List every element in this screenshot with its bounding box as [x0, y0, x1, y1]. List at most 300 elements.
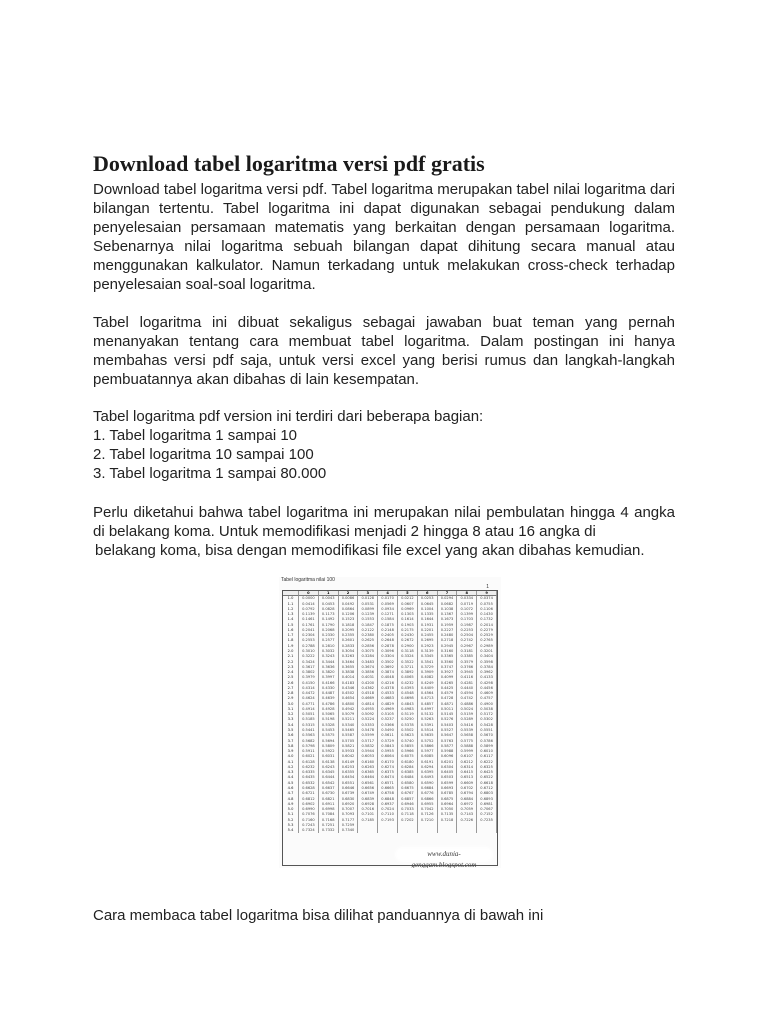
- table-cell: [457, 828, 477, 833]
- table-row-header: 3.6: [283, 733, 299, 738]
- table-cell: 0.3802: [299, 670, 319, 675]
- table-cell: 0.6665: [378, 786, 398, 791]
- table-cell: 0.3927: [438, 670, 458, 675]
- table-row-header: 1.1: [283, 602, 299, 607]
- table-cell: 0.1173: [319, 612, 339, 617]
- table-header-cell: 5: [398, 591, 418, 596]
- table-cell: 0.6345: [319, 770, 339, 775]
- table-cell: 0.1614: [398, 617, 418, 622]
- table-cell: 0.7016: [358, 807, 378, 812]
- table-cell: 0.5428: [477, 723, 497, 728]
- table-cell: 0.4314: [299, 686, 319, 691]
- table-cell: 0.7152: [477, 812, 497, 817]
- table-cell: 0.6911: [319, 802, 339, 807]
- table-cell: 0.6998: [319, 807, 339, 812]
- table-cell: 0.6474: [378, 775, 398, 780]
- table-cell: 0.6542: [319, 781, 339, 786]
- table-cell: 0.6656: [358, 786, 378, 791]
- table-cell: 0.6010: [477, 749, 497, 754]
- table-cell: 0.7210: [418, 818, 438, 823]
- table-cell: 0.5441: [299, 728, 319, 733]
- table-cell: 0.3522: [398, 660, 418, 665]
- table-cell: 0.4216: [378, 681, 398, 686]
- table-cell: 0.5353: [358, 723, 378, 728]
- table-cell: 0.6284: [398, 765, 418, 770]
- table-cell: 0.4639: [319, 696, 339, 701]
- table-cell: 0.5119: [398, 712, 418, 717]
- table-cell: 0.4969: [378, 707, 398, 712]
- table-cell: 0.4362: [358, 686, 378, 691]
- table-cell: 0.7340: [339, 828, 359, 833]
- table-cell: 0.2175: [398, 628, 418, 633]
- table-cell: 0.2788: [299, 644, 319, 649]
- table-header-cell: 8: [457, 591, 477, 596]
- logarithm-table: [282, 590, 498, 866]
- table-cell: 0.5502: [398, 728, 418, 733]
- table-row-header: 5.4: [283, 828, 299, 833]
- table-cell: 0.4232: [398, 681, 418, 686]
- table-cell: 0.7007: [339, 807, 359, 812]
- table-cell: 0.4082: [418, 675, 438, 680]
- table-cell: 0.1903: [398, 623, 418, 628]
- table-cell: 0.5403: [438, 723, 458, 728]
- table-cell: 0.3181: [457, 649, 477, 654]
- table-cell: 0.6415: [457, 770, 477, 775]
- table-cell: 0.5132: [418, 712, 438, 717]
- table-cell: 0.6085: [418, 754, 438, 759]
- table-cell: 0.5911: [299, 749, 319, 754]
- table-cell: 0.1139: [299, 612, 319, 617]
- table-cell: 0.5145: [438, 712, 458, 717]
- table-cell: 0.5302: [477, 717, 497, 722]
- table-cell: 0.6201: [438, 760, 458, 765]
- table-cell: 0.0864: [339, 607, 359, 612]
- table-cell: 0.6107: [457, 754, 477, 759]
- table-cell: 0.4757: [477, 696, 497, 701]
- table-cell: 0.4786: [319, 702, 339, 707]
- table-cell: 0.7218: [438, 818, 458, 823]
- table-cell: 0.6160: [358, 760, 378, 765]
- table-row-header: 4.0: [283, 754, 299, 759]
- table-row-header: 2.2: [283, 660, 299, 665]
- table-cell: 0.7324: [299, 828, 319, 833]
- table-cell: 0.0212: [398, 596, 418, 601]
- table-cell: 0.3201: [477, 649, 497, 654]
- table-cell: 0.3997: [319, 675, 339, 680]
- table-cell: 0.2279: [477, 628, 497, 633]
- table-cell: 0.7235: [477, 818, 497, 823]
- table-cell: 0.5289: [457, 717, 477, 722]
- table-cell: 0.4928: [319, 707, 339, 712]
- table-cell: 0.1399: [457, 612, 477, 617]
- table-cell: 0.7067: [477, 807, 497, 812]
- table-cell: 0.6138: [319, 760, 339, 765]
- table-cell: 0.6812: [299, 797, 319, 802]
- table-cell: 0.6021: [299, 754, 319, 759]
- table-cell: 0.0453: [319, 602, 339, 607]
- table-cell: 0.4346: [339, 686, 359, 691]
- table-cell: 0.2148: [378, 628, 398, 633]
- table-row-header: 1.7: [283, 633, 299, 638]
- table-row-header: 1.8: [283, 638, 299, 643]
- table-cell: 0.4393: [398, 686, 418, 691]
- table-cell: 0.3692: [378, 665, 398, 670]
- table-cell: 0.2405: [378, 633, 398, 638]
- table-cell: 0.3874: [378, 670, 398, 675]
- table-cell: 0.3075: [358, 649, 378, 654]
- table-cell: 0.0414: [299, 602, 319, 607]
- table-cell: 0.6253: [339, 765, 359, 770]
- table-cell: 0.1367: [438, 612, 458, 617]
- table-cell: 0.6902: [299, 802, 319, 807]
- table-cell: 0.5478: [358, 728, 378, 733]
- table-cell: [418, 828, 438, 833]
- table-cell: 0.6981: [477, 802, 497, 807]
- table-row-header: 2.5: [283, 675, 299, 680]
- table-cell: 0.0828: [319, 607, 339, 612]
- table-cell: 0.6191: [418, 760, 438, 765]
- table-cell: 0.3945: [457, 670, 477, 675]
- table-cell: 0.6857: [398, 797, 418, 802]
- table-cell: 0.1335: [418, 612, 438, 617]
- table-cell: 0.4048: [378, 675, 398, 680]
- table-cell: 0.3096: [378, 649, 398, 654]
- table-cell: 0.2601: [339, 638, 359, 643]
- table-row-header: 4.1: [283, 760, 299, 765]
- table-cell: 0.5366: [378, 723, 398, 728]
- table-cell: 0.4771: [299, 702, 319, 707]
- table-cell: 0.1106: [477, 607, 497, 612]
- table-cell: 0.7259: [339, 823, 359, 828]
- table-header-cell: 3: [358, 591, 378, 596]
- table-cell: 0.1644: [418, 617, 438, 622]
- table-cell: 0.6325: [477, 765, 497, 770]
- table-row-header: 2.6: [283, 681, 299, 686]
- table-cell: 0.4031: [358, 675, 378, 680]
- table-cell: 0.2989: [477, 644, 497, 649]
- table-cell: 0.6064: [378, 754, 398, 759]
- table-cell: 0.5105: [378, 712, 398, 717]
- table-cell: 0.7177: [339, 818, 359, 823]
- table-cell: 0.5453: [319, 728, 339, 733]
- table-cell: 0.3324: [398, 654, 418, 659]
- table-cell: 0.3222: [299, 654, 319, 659]
- table-cell: 0.5198: [319, 717, 339, 722]
- table-cell: 0.5563: [299, 733, 319, 738]
- table-cell: 0.6355: [339, 770, 359, 775]
- table-cell: 0.5944: [358, 749, 378, 754]
- table-cell: 0.5670: [477, 733, 497, 738]
- table-cell: 0.1818: [339, 623, 359, 628]
- table-cell: 0.6274: [378, 765, 398, 770]
- table-cell: 0.6721: [299, 791, 319, 796]
- table-cell: 0.7243: [299, 823, 319, 828]
- table-cell: 0.2577: [319, 638, 339, 643]
- table-cell: 0.6693: [438, 786, 458, 791]
- table-cell: 0.5682: [299, 739, 319, 744]
- table-cell: 0.5092: [358, 712, 378, 717]
- table-cell: 0.4814: [358, 702, 378, 707]
- table-cell: 0.6395: [418, 770, 438, 775]
- table-cell: 0.5159: [457, 712, 477, 717]
- table-cell: 0.0719: [457, 602, 477, 607]
- table-cell: 0.4742: [457, 696, 477, 701]
- table-cell: 0.6646: [339, 786, 359, 791]
- table-cell: 0.5328: [319, 723, 339, 728]
- table-cell: 0.6866: [418, 797, 438, 802]
- table-cell: 0.0682: [438, 602, 458, 607]
- table-cell: 0.2227: [438, 628, 458, 633]
- table-cell: 0.6637: [319, 786, 339, 791]
- table-header-cell: 9: [477, 591, 497, 596]
- table-cell: 0.4548: [398, 691, 418, 696]
- table-cell: [398, 828, 418, 833]
- table-cell: 0.5922: [319, 749, 339, 754]
- table-cell: 0.3385: [457, 654, 477, 659]
- table-cell: 0.5966: [398, 749, 418, 754]
- table-header-cell: 2: [339, 591, 359, 596]
- table-cell: 0.5391: [418, 723, 438, 728]
- table-cell: 0.5752: [418, 739, 438, 744]
- table-cell: 0.4843: [398, 702, 418, 707]
- table-row-header: 4.7: [283, 791, 299, 796]
- table-cell: 0.5340: [339, 723, 359, 728]
- table-cell: 0.3139: [418, 649, 438, 654]
- table-cell: 0.4564: [418, 691, 438, 696]
- table-cell: 0.0334: [457, 596, 477, 601]
- table-cell: 0.1847: [358, 623, 378, 628]
- table-cell: 0.3617: [299, 665, 319, 670]
- table-cell: 0.1430: [477, 612, 497, 617]
- table-cell: 0.5988: [438, 749, 458, 754]
- table-cell: 0.1790: [319, 623, 339, 628]
- table-cell: 0.2201: [418, 628, 438, 633]
- table-cell: 0.5899: [477, 744, 497, 749]
- table-cell: [477, 828, 497, 833]
- table-cell: 0.2945: [438, 644, 458, 649]
- table-cell: 0.6848: [378, 797, 398, 802]
- table-cell: 0.5798: [299, 744, 319, 749]
- table-cell: 0.2355: [339, 633, 359, 638]
- table-row-header: 3.4: [283, 723, 299, 728]
- table-cell: 0.6599: [438, 781, 458, 786]
- table-cell: 0.4579: [438, 691, 458, 696]
- table-cell: 0.3263: [339, 654, 359, 659]
- paragraph-rounding-note-b: belakang koma, bisa dengan memodifikasi file excel yang akan dibahas kemudian.: [95, 542, 645, 559]
- table-cell: 0.6294: [418, 765, 438, 770]
- table-cell: 0.0086: [339, 596, 359, 601]
- table-cell: 0.5065: [319, 712, 339, 717]
- table-cell: 0.3747: [438, 665, 458, 670]
- table-row-header: 2.4: [283, 670, 299, 675]
- table-cell: 0.6739: [339, 791, 359, 796]
- table-cell: 0.4409: [418, 686, 438, 691]
- figure-mark: 1: [486, 584, 489, 590]
- table-row-header: 3.5: [283, 728, 299, 733]
- table-cell: 0.4166: [319, 681, 339, 686]
- table-row-header: 4.8: [283, 797, 299, 802]
- table-cell: 0.7076: [299, 812, 319, 817]
- table-cell: 0.6990: [299, 807, 319, 812]
- table-cell: 0.6149: [339, 760, 359, 765]
- table-cell: 0.4800: [339, 702, 359, 707]
- table-cell: 0.3636: [319, 665, 339, 670]
- table-cell: 0.4698: [398, 696, 418, 701]
- table-row-header: 4.5: [283, 781, 299, 786]
- table-cell: 0.2765: [477, 638, 497, 643]
- table-cell: 0.4487: [319, 691, 339, 696]
- table-cell: 0.2553: [299, 638, 319, 643]
- table-cell: 0.1523: [339, 617, 359, 622]
- table-cell: 0.6117: [477, 754, 497, 759]
- table-cell: 0.0000: [299, 596, 319, 601]
- table-cell: 0.6314: [457, 765, 477, 770]
- table-cell: 0.6702: [457, 786, 477, 791]
- table-cell: 0.5587: [339, 733, 359, 738]
- table-cell: 0.6964: [438, 802, 458, 807]
- table-cell: 0.0170: [378, 596, 398, 601]
- table-cell: 0.6749: [358, 791, 378, 796]
- table-cell: 0.5786: [477, 739, 497, 744]
- table-cell: 0.3711: [398, 665, 418, 670]
- table-cell: 0.6532: [299, 781, 319, 786]
- table-cell: 0.5977: [418, 749, 438, 754]
- table-cell: 0.2967: [457, 644, 477, 649]
- table-cell: 0.0128: [358, 596, 378, 601]
- table-cell: 0.6365: [358, 770, 378, 775]
- table-cell: 0.6222: [477, 760, 497, 765]
- table-cell: 0.6042: [339, 754, 359, 759]
- table-cell: 0.4150: [299, 681, 319, 686]
- table-row-header: 1.0: [283, 596, 299, 601]
- table-cell: 0.4425: [438, 686, 458, 691]
- table-cell: 0.5315: [299, 723, 319, 728]
- table-cell: 0.2504: [457, 633, 477, 638]
- table-cell: 0.5658: [457, 733, 477, 738]
- table-cell: 0.2095: [339, 628, 359, 633]
- table-cell: 0.5250: [398, 717, 418, 722]
- table-cell: 0.3118: [398, 649, 418, 654]
- table-row-header: 3.2: [283, 712, 299, 717]
- table-header-cell: 4: [378, 591, 398, 596]
- table-cell: 0.5263: [418, 717, 438, 722]
- table-cell: 0.1584: [378, 617, 398, 622]
- table-cell: 0.0792: [299, 607, 319, 612]
- table-cell: 0.7110: [378, 812, 398, 817]
- table-cell: 0.7160: [299, 818, 319, 823]
- table-cell: 0.6955: [418, 802, 438, 807]
- table-cell: 0.6684: [418, 786, 438, 791]
- table-cell: 0.2480: [438, 633, 458, 638]
- table-cell: 0.1875: [378, 623, 398, 628]
- table-cell: 0.3892: [398, 670, 418, 675]
- table-row-header: 1.3: [283, 612, 299, 617]
- table-cell: 0.1553: [358, 617, 378, 622]
- table-cell: 0.1206: [339, 612, 359, 617]
- table-cell: 0.5729: [378, 739, 398, 744]
- table-cell: 0.3784: [477, 665, 497, 670]
- table-cell: 0.4713: [418, 696, 438, 701]
- figure-caption: Tabel logaritma nilai 100: [281, 577, 335, 583]
- table-cell: 0.5211: [339, 717, 359, 722]
- table-cell: 0.6503: [438, 775, 458, 780]
- table-cell: 0.1004: [418, 607, 438, 612]
- table-cell: 0.2380: [358, 633, 378, 638]
- table-cell: 0.5611: [378, 733, 398, 738]
- table-cell: 0.6170: [378, 760, 398, 765]
- table-cell: 0.6839: [358, 797, 378, 802]
- table-cell: 0.7024: [378, 807, 398, 812]
- table-cell: 0.5539: [457, 728, 477, 733]
- table-cell: 0.6609: [457, 781, 477, 786]
- table-row-header: 2.3: [283, 665, 299, 670]
- table-cell: 0.5888: [457, 744, 477, 749]
- table-cell: 0.5527: [438, 728, 458, 733]
- table-row-header: 4.2: [283, 765, 299, 770]
- table-cell: 0.7118: [398, 812, 418, 817]
- table-cell: 0.3560: [438, 660, 458, 665]
- table-cell: 0.6884: [457, 797, 477, 802]
- table-cell: 0.7059: [457, 807, 477, 812]
- table-cell: 0.7193: [378, 818, 398, 823]
- table-cell: 0.4886: [457, 702, 477, 707]
- table-cell: 0.7135: [438, 812, 458, 817]
- table-cell: 0.2810: [319, 644, 339, 649]
- table-cell: 0.3424: [299, 660, 319, 665]
- table-cell: 0.2718: [438, 638, 458, 643]
- table-cell: 0.5276: [438, 717, 458, 722]
- table-cell: 0.3345: [418, 654, 438, 659]
- table-row-header: 4.6: [283, 786, 299, 791]
- table-cell: 0.5694: [319, 739, 339, 744]
- table-cell: 0.5809: [319, 744, 339, 749]
- table-cell: 0.6053: [358, 754, 378, 759]
- table-cell: 0.7202: [398, 818, 418, 823]
- table-cell: 0.4200: [358, 681, 378, 686]
- table-cell: 0.6454: [339, 775, 359, 780]
- table-cell: 0.4900: [477, 702, 497, 707]
- table-cell: 0.4330: [319, 686, 339, 691]
- table-cell: 0.3404: [477, 654, 497, 659]
- table-cell: 0.2529: [477, 633, 497, 638]
- table-cell: 0.4065: [398, 675, 418, 680]
- table-cell: 0.4654: [339, 696, 359, 701]
- table-cell: 0.5635: [418, 733, 438, 738]
- table-cell: 0.0253: [418, 596, 438, 601]
- table-cell: 0.6128: [299, 760, 319, 765]
- table-cell: 0.6675: [398, 786, 418, 791]
- table-cell: 0.6444: [319, 775, 339, 780]
- table-cell: 0.7093: [339, 812, 359, 817]
- table-cell: 0.3674: [358, 665, 378, 670]
- table-cell: 0.3579: [457, 660, 477, 665]
- table-cell: 0.1271: [378, 612, 398, 617]
- table-cell: 0.4099: [438, 675, 458, 680]
- list-item: 3. Tabel logaritma 1 sampai 80.000: [93, 465, 327, 482]
- table-cell: 0.6972: [457, 802, 477, 807]
- table-cell: 0.1959: [438, 623, 458, 628]
- table-cell: 0.6893: [477, 797, 497, 802]
- table-cell: 0.7050: [438, 807, 458, 812]
- table-cell: 0.3284: [358, 654, 378, 659]
- table-row-header: 3.0: [283, 702, 299, 707]
- table-cell: 0.5821: [339, 744, 359, 749]
- table-cell: 0.5705: [339, 739, 359, 744]
- table-cell: 0.0934: [378, 607, 398, 612]
- table-cell: 0.1732: [477, 617, 497, 622]
- table-cell: 0.6405: [438, 770, 458, 775]
- table-cell: 0.5775: [457, 739, 477, 744]
